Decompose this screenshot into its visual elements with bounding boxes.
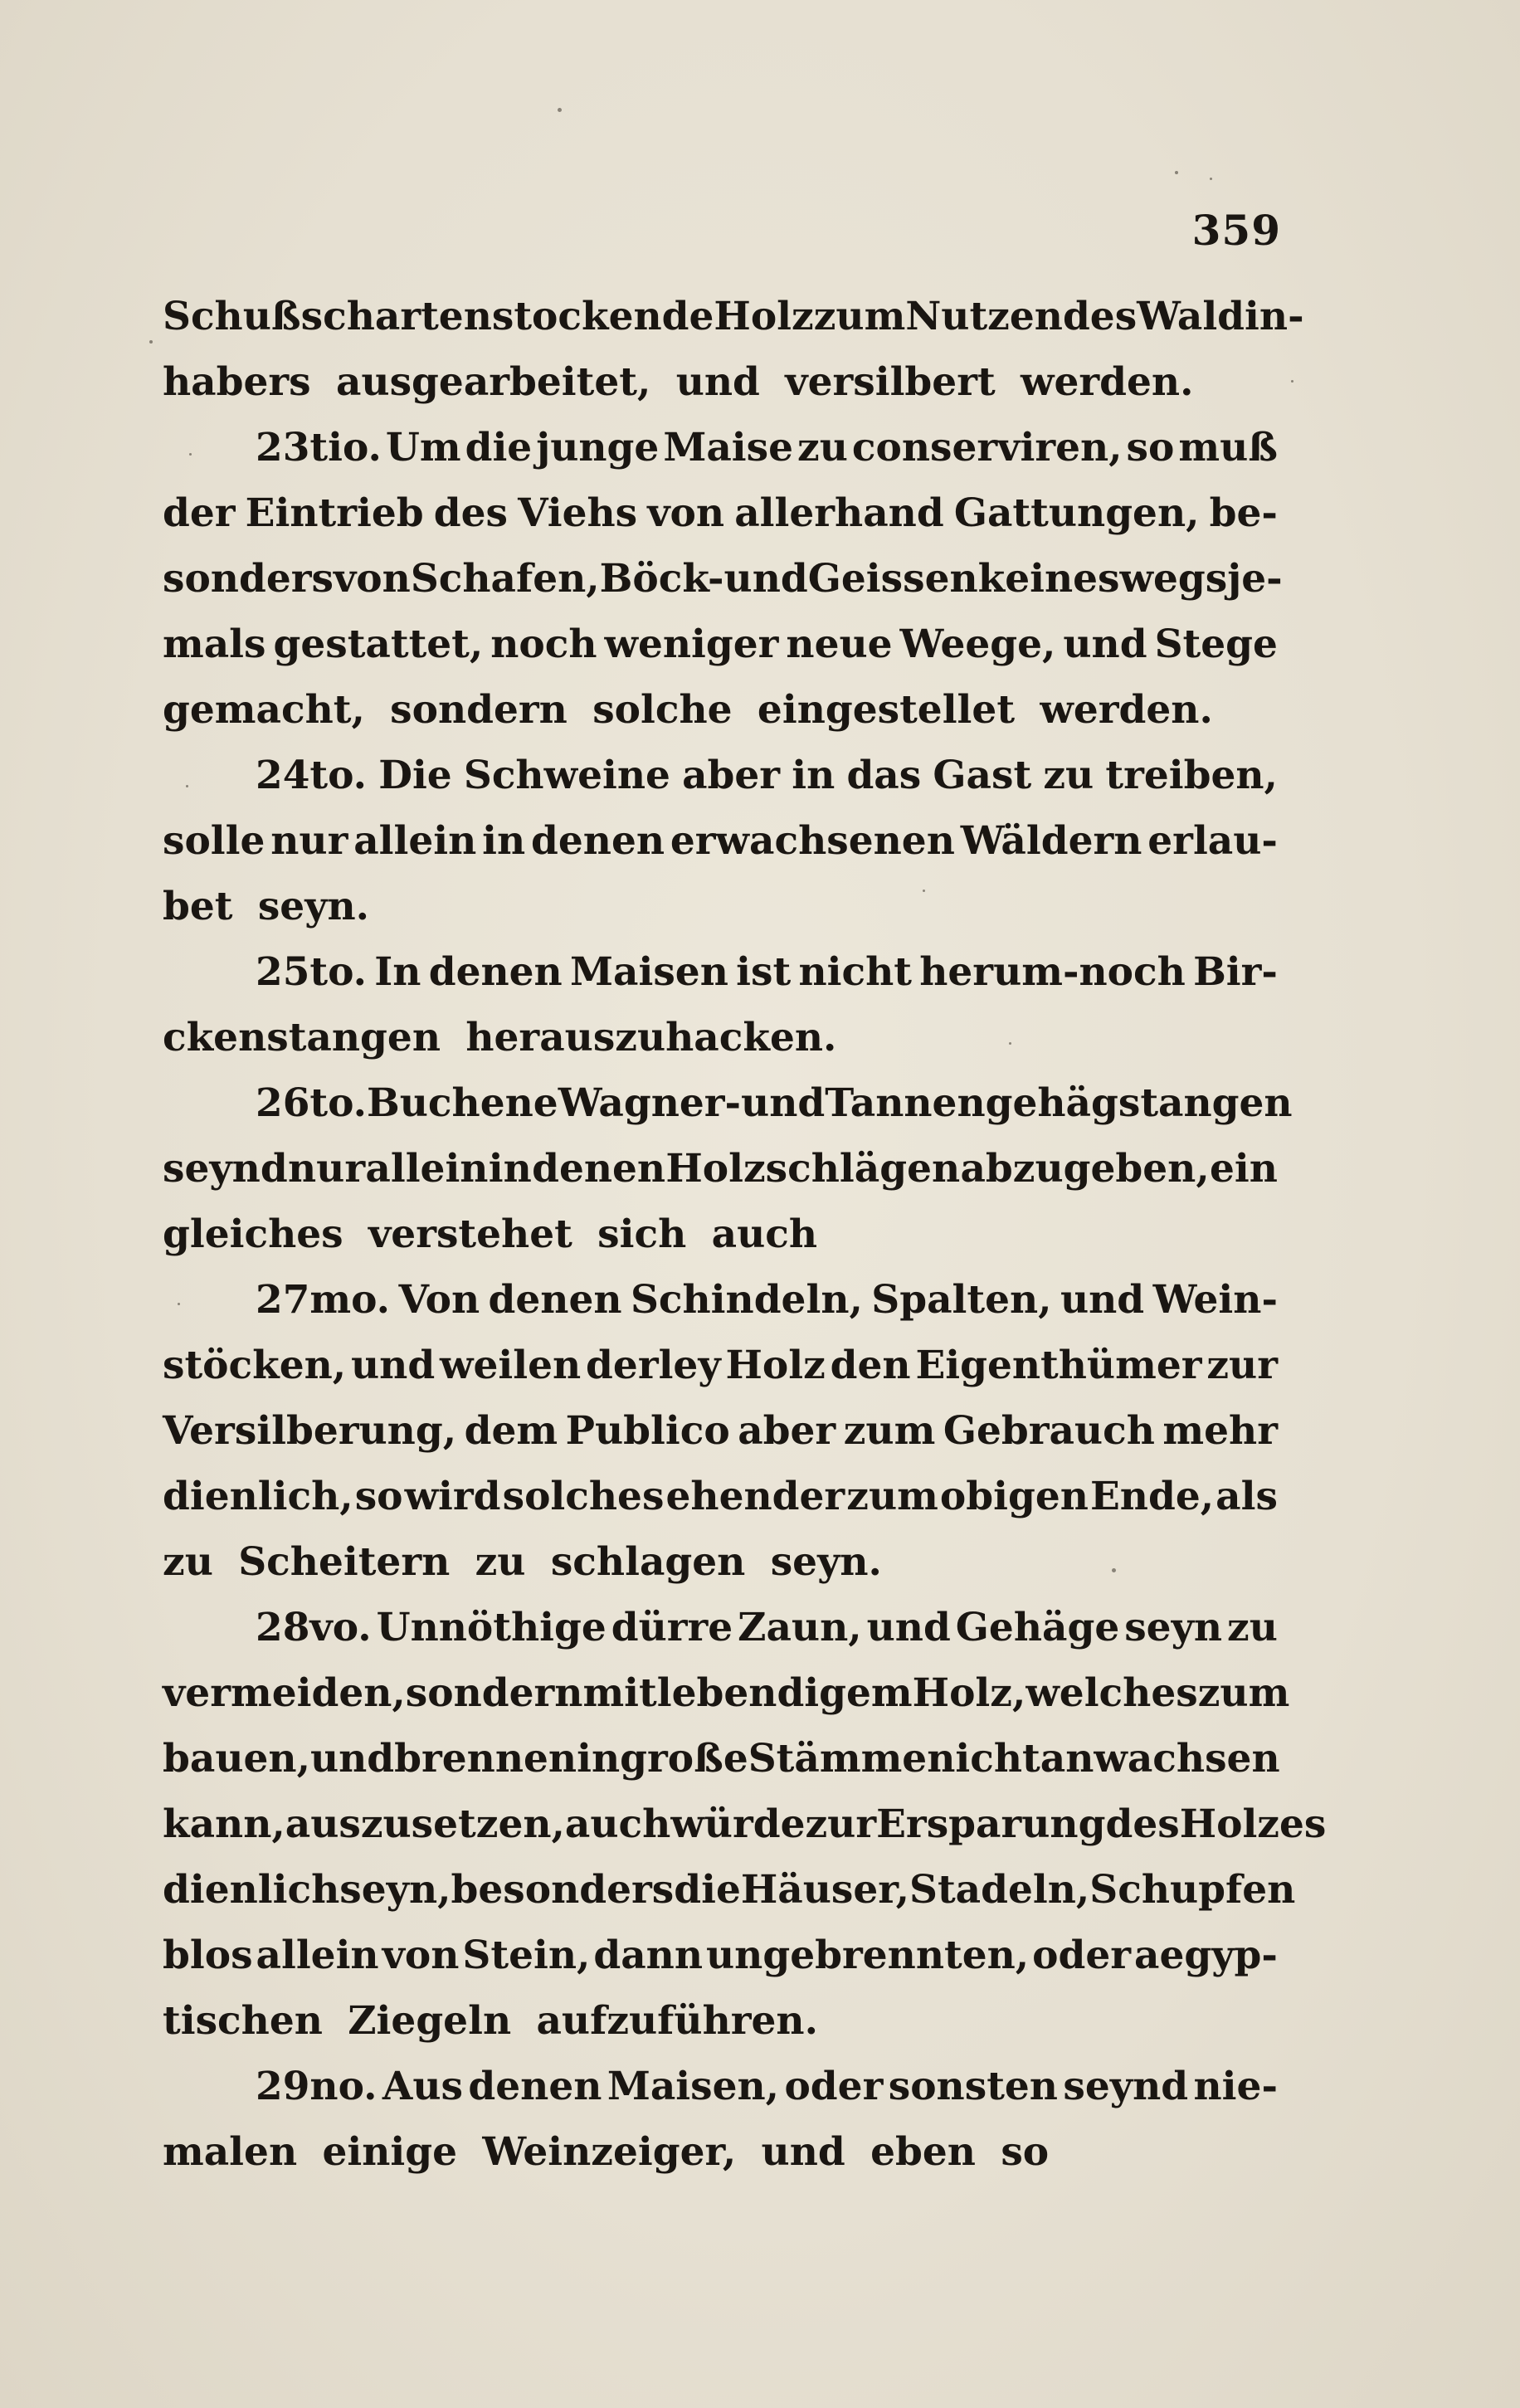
paper-speck <box>149 340 153 344</box>
text-line: bauen, und brennen in große Stämme nicht anwachsen <box>163 1736 1280 1782</box>
text-line: 29no. Aus denen Maisen, oder sonsten seynd nie- <box>256 2064 1278 2109</box>
paper-speck <box>558 108 562 112</box>
text-line: 25to. In denen Maisen ist nicht herum-noch Bir- <box>256 949 1278 995</box>
text-line: 23tio. Um die junge Maise zu conserviren, so muß <box>256 425 1278 470</box>
text-line: ckenstangen herauszuhacken. <box>163 1015 837 1060</box>
paper-speck <box>1175 171 1178 174</box>
text-line: zu Scheitern zu schlagen seyn. <box>163 1539 882 1585</box>
text-line: blos allein von Stein, dann ungebrennten, oder aegyp- <box>163 1933 1278 1978</box>
text-line: 27mo. Von denen Schindeln, Spalten, und Wein- <box>256 1277 1278 1323</box>
page-number: 359 <box>1191 206 1281 255</box>
text-line: gleiches verstehet sich auch <box>163 1211 818 1257</box>
text-line: stöcken, und weilen derley Holz den Eigenthümer zur <box>163 1343 1278 1388</box>
paper-speck <box>186 785 188 787</box>
text-line: bet seyn. <box>163 884 370 929</box>
text-line: der Eintrieb des Viehs von allerhand Gattungen, be- <box>163 490 1278 536</box>
body-text <box>163 284 1327 2185</box>
text-line: 24to. Die Schweine aber in das Gast zu treiben, <box>256 753 1278 798</box>
text-line: mals gestattet, noch weniger neue Weege, und Stege <box>163 621 1278 667</box>
text-line: tischen Ziegeln aufzuführen. <box>163 1998 818 2044</box>
paper-speck <box>1112 1568 1116 1572</box>
text-line: vermeiden, sondern mit lebendigem Holz, welches zum <box>163 1670 1290 1716</box>
paper-speck <box>1009 1042 1011 1045</box>
text-line: solle nur allein in denen erwachsenen Wäldern erlau- <box>163 818 1278 864</box>
paper-speck <box>189 453 192 456</box>
text-line: seynd nur allein in denen Holzschlägen abzugeben, ein <box>163 1146 1278 1192</box>
paper-speck <box>923 890 925 892</box>
text-line: dienlich, so wird solches ehender zum obigen Ende, als <box>163 1474 1278 1519</box>
text-line: sonders von Schafen, Böck-und Geissen keineswegs je- <box>163 556 1283 602</box>
text-line: 26to. Buchene Wagner- und Tannengehägstangen <box>256 1080 1293 1126</box>
text-line: Schußscharten stockende Holz zum Nutzen des Waldin- <box>163 294 1304 339</box>
paper-speck <box>1291 380 1293 383</box>
text-line: malen einige Weinzeiger, und eben so <box>163 2129 1050 2175</box>
text-line: dienlich seyn, besonders die Häuser, Stadeln, Schupfen <box>163 1867 1296 1913</box>
text-line: habers ausgearbeitet, und versilbert werden. <box>163 359 1194 405</box>
paper-speck <box>178 1303 180 1305</box>
paper-speck <box>1210 178 1212 180</box>
text-line: kann, auszusetzen, auch würde zur Ersparung des Holzes <box>163 1801 1327 1847</box>
text-line: gemacht, sondern solche eingestellet werden. <box>163 687 1213 733</box>
text-line: 28vo. Unnöthige dürre Zaun, und Gehäge seyn zu <box>256 1605 1278 1650</box>
text-line: Versilberung, dem Publico aber zum Gebrauch mehr <box>163 1408 1278 1454</box>
